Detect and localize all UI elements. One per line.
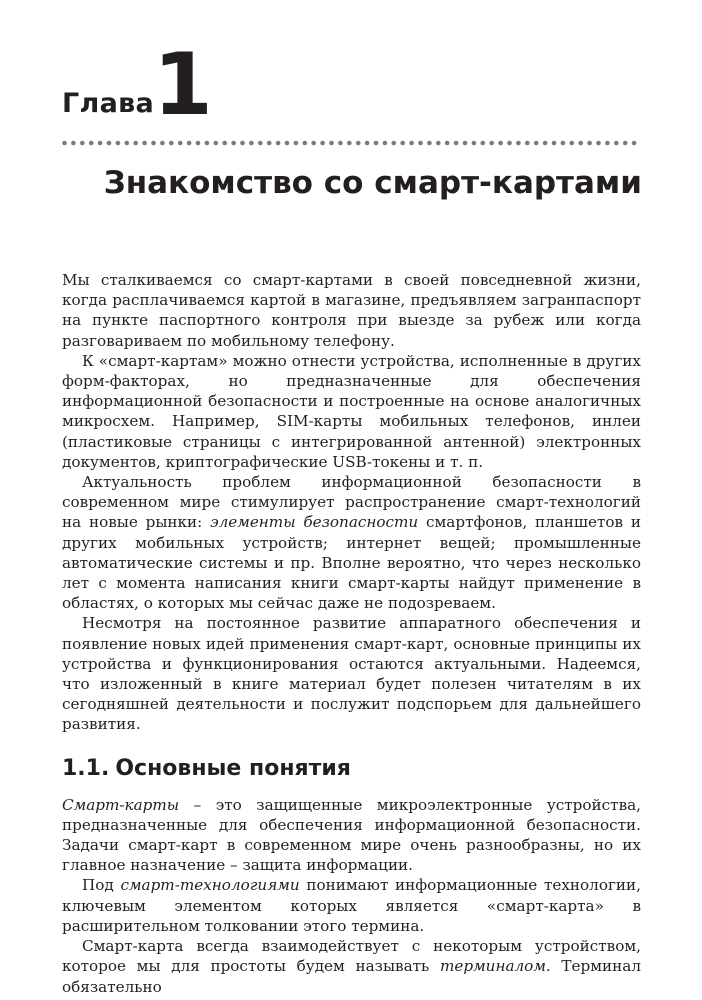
section-paragraph-2-after: понимают информационные технологии, ключевым элементом которых является «смарт-карта» в расширительном толковании этого термина. [62, 876, 641, 935]
paragraph-3 [62, 472, 641, 613]
paragraph-1: Мы сталкиваемся со смарт-картами в своей повседневной жизни, когда расплачиваемся картой в магазине, предъявляем загранпаспорт на пункте паспортного контроля при выезде за рубеж или когда разговариваем по мобильному телефону. [62, 271, 641, 350]
chapter-label: Глава [62, 88, 155, 119]
section-heading [62, 755, 641, 783]
paragraph-3-before: Актуальность проблем информационной безопасности в современном мире стимулирует распространение смарт-технологий на новые рынки: [62, 473, 641, 532]
section-paragraph-3 [62, 936, 641, 997]
paragraph-3-after: смартфонов, планшетов и других мобильных устройств; интернет вещей; промышленные автоматические системы и пр. Вполне вероятно, что через несколько лет с момента написания книги смарт-карты найдут применение в областях, о которых мы сейчас даже не подозреваем. [62, 513, 641, 613]
body-text [62, 270, 641, 997]
dotted-rule [62, 140, 640, 146]
section-paragraph-3-italic: терминалом [439, 957, 546, 976]
paragraph-2: К «смарт-картам» можно отнести устройства, исполненные в других форм-факторах, но предназначенные для обеспечения информационной безопасности и построенные на основе аналогичных микросхем. Например, SIM-карты мобильных телефонов, инлеи (пластиковые страницы с интегрированной антенной) электронных документов, криптографические USB-токены и т. п. [62, 351, 641, 471]
section-paragraph-2-italic: смарт-технологиями [120, 876, 300, 895]
section-paragraph-1-italic: Смарт-карты [62, 795, 180, 814]
section-paragraph-1 [62, 795, 641, 876]
section-number: 1.1. [62, 755, 110, 781]
paragraph-3-italic: элементы безопасности [210, 513, 419, 532]
section-paragraph-3-before: Смарт-карта всегда взаимодействует с некоторым устройством, которое мы для простоты будем называть [62, 937, 641, 976]
chapter-number: 1 [153, 35, 213, 135]
section-title: Основные понятия [115, 755, 351, 781]
chapter-title: Знакомство со смарт-картами [103, 165, 642, 201]
section-paragraph-3-after: . Терминал обязательно [62, 957, 641, 996]
section-paragraph-2 [62, 875, 641, 936]
section-paragraph-1-rest: – это защищенные микроэлектронные устройства, предназначенные для обеспечения информационной безопасности. Задачи смарт-карт в современном мире очень разнообразны, но их главное назначение – защита информации. [62, 795, 641, 875]
paragraph-4: Несмотря на постоянное развитие аппаратного обеспечения и появление новых идей применения смарт-карт, основные принципы их устройства и функционирования остаются актуальными. Надеемся, что изложенный в книге материал будет полезен читателям в их сегодняшней деятельности и послужит подспорьем для дальнейшего развития. [62, 614, 641, 734]
section-paragraph-2-before: Под [82, 876, 121, 895]
